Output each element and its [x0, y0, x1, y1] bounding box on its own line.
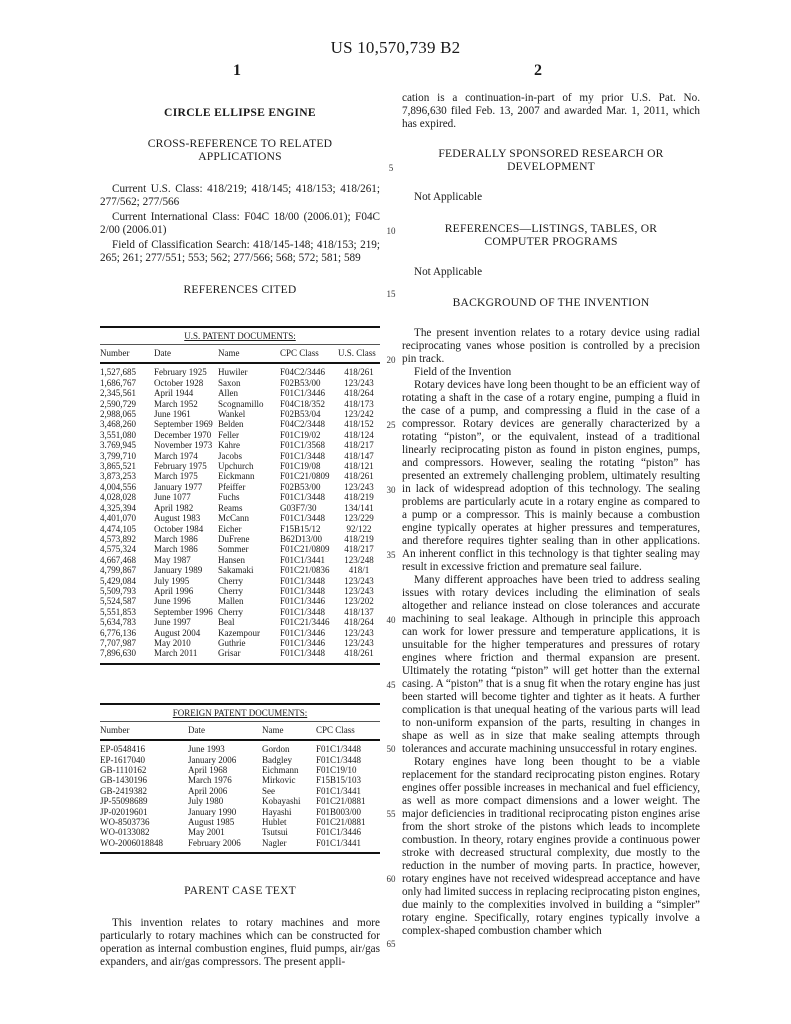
table-cell: 92/122	[346, 523, 372, 534]
table-row	[100, 786, 380, 796]
table-cell: 123/242	[344, 409, 374, 420]
table-rule	[100, 663, 380, 665]
table-row	[100, 399, 380, 409]
table-cell: September 1996	[154, 606, 213, 617]
table-row	[100, 388, 380, 398]
table-cell: Cherry	[218, 585, 243, 596]
table-cell: 418/264	[344, 617, 374, 628]
table-cell: 123/243	[344, 575, 374, 586]
table-cell: 123/248	[344, 554, 374, 565]
table-row	[100, 740, 380, 754]
table-cell: F01C1/3446	[280, 596, 326, 607]
table-cell: 418/219	[344, 492, 374, 503]
table-cell: August 1985	[188, 817, 235, 828]
table-cell: F01C1/3448	[280, 513, 326, 524]
table-cell: Mirkovic	[262, 775, 296, 786]
table-cell: Saxon	[218, 377, 241, 388]
table-cell: Cherry	[218, 575, 243, 586]
table-row	[100, 617, 380, 627]
table-cell: Kobayashi	[262, 796, 301, 807]
table-row	[100, 492, 380, 502]
table-cell: 3,865,521	[100, 461, 136, 472]
table-cell: 5,429,084	[100, 575, 136, 586]
table-cell: March 1986	[154, 544, 198, 555]
table-row	[100, 638, 380, 648]
background-paragraph: Rotary engines have long been thought to be a viable replacement for the standard reciprocating piston engines. Rotary engines offer possible increases in mechanical and fuel efficiency, as well as more compact dimensions and a lower weight. The major deficiencies in traditional reciprocating piston engines arise from the short stroke of the pistons which leads to incomplete combustion. In theory, rotary engines provide a continuous power stroke with decreased structural complexity, due mostly to the reduction in the number of moving parts. In practice, however, rotary engines have not received widespread acceptance and have only had limited success in replacing reciprocating piston engines, due mainly to the complexities involved in building a “simpler” rotary engine. Specifically, rotary engines typically involve a complex-shaped combustion chamber which	[402, 756, 700, 937]
table-cell: October 1928	[154, 377, 204, 388]
table-cell: EP-0548416	[100, 744, 145, 755]
federal-research-heading: FEDERALLY SPONSORED RESEARCH OR DEVELOPMENT	[438, 147, 664, 173]
table-cell: Fuchs	[218, 492, 240, 503]
table-cell: June 1993	[188, 744, 225, 755]
table-cell: Sakamaki	[218, 565, 254, 576]
table-cell: 418/264	[344, 388, 374, 399]
table-rule	[100, 852, 380, 854]
table-cell: F01C1/3568	[280, 440, 326, 451]
table-cell: Jacobs	[218, 450, 242, 461]
cross-reference-heading: CROSS-REFERENCE TO RELATED APPLICATIONS	[147, 137, 333, 163]
table-cell: F01C1/3446	[316, 827, 362, 838]
table-cell: 4,004,556	[100, 481, 136, 492]
table-cell: Guthrie	[218, 637, 246, 648]
table-cell: 4,401,070	[100, 513, 136, 524]
table-row	[100, 555, 380, 565]
table-cell: 123/202	[344, 596, 374, 607]
column-header: Name	[262, 724, 284, 735]
table-cell: 418/219	[344, 533, 374, 544]
field-of-search: Field of Classification Search: 418/145-148; 418/153; 219; 265; 261; 277/551; 553; 562; 277/566; 568; 572; 581; 589	[100, 239, 380, 264]
line-number: 35	[386, 550, 396, 560]
table-cell: Hublet	[262, 817, 287, 828]
table-cell: 2,988,065	[100, 409, 136, 420]
table-cell: 7,896,630	[100, 648, 136, 659]
table-cell: June 1077	[154, 492, 191, 503]
foreign-patent-table	[100, 703, 380, 854]
us-patent-caption: U.S. PATENT DOCUMENTS:	[184, 331, 296, 341]
table-cell: January 1990	[188, 806, 237, 817]
table-row	[100, 482, 380, 492]
table-cell: Belden	[218, 419, 244, 430]
table-cell: March 1974	[154, 450, 198, 461]
table-row	[100, 461, 380, 471]
table-cell: F01C1/3448	[280, 450, 326, 461]
column-header: CPC Class	[316, 724, 355, 735]
column-header: U.S. Class	[338, 348, 376, 358]
table-cell: November 1973	[154, 440, 213, 451]
table-cell: March 1976	[188, 775, 232, 786]
table-cell: March 1975	[154, 471, 198, 482]
table-row	[100, 596, 380, 606]
table-cell: F04C18/352	[280, 398, 326, 409]
table-row	[100, 440, 380, 450]
table-cell: 5,634,783	[100, 617, 136, 628]
table-cell: 418/261	[344, 648, 374, 659]
table-cell: June 1961	[154, 409, 191, 420]
table-cell: F02B53/00	[280, 481, 321, 492]
table-cell: 123/243	[344, 637, 374, 648]
table-cell: F01C1/3448	[280, 575, 326, 586]
table-cell: 3,873,253	[100, 471, 136, 482]
table-cell: F15B15/103	[316, 775, 362, 786]
table-cell: March 2011	[154, 648, 198, 659]
table-cell: 123/243	[344, 627, 374, 638]
table-cell: F01C1/3448	[316, 754, 362, 765]
table-cell: 418/124	[344, 429, 374, 440]
table-cell: F01C19/08	[280, 461, 321, 472]
table-cell: WO-2006018848	[100, 837, 163, 848]
line-number: 20	[386, 355, 396, 365]
us-patent-table	[100, 326, 380, 665]
patent-number: US 10,570,739 B2	[330, 38, 461, 57]
table-row	[100, 576, 380, 586]
table-cell: Reams	[218, 502, 243, 513]
background-paragraph: Rotary devices have long been thought to be an efficient way of rotating a shaft in the case of a rotary engine, pumping a fluid in the case of a pump, and compressing a fluid in the case of a compressor. Rotary devices are generally characterized by a rotating “piston”, or the equivalent, instead of a traditional linearly reciprocating piston as found in piston engines, pumps, and compressors. However, sealing the rotating “piston” has presented an extremely challenging problem, ultimately resulting in lack of widespread adoption of this technology. The sealing problems are particularly acute in a rotary engine as compared to a pump or a compressor. This is mainly because a combustion engine typically operates at higher pressures and temperatures, and therefore requires tighter sealing than in other applications. An inherent conflict in this technology is that tighter sealing may result in excessive friction and premature seal failure.	[402, 379, 700, 573]
table-row	[100, 648, 380, 658]
column-header: CPC Class	[280, 348, 319, 358]
table-cell: April 1968	[188, 765, 228, 775]
table-cell: JP-02019601	[100, 806, 148, 817]
table-cell: 418/152	[344, 419, 374, 430]
table-cell: 4,028,028	[100, 492, 136, 503]
table-cell: WO-8503736	[100, 817, 150, 828]
line-number: 5	[388, 163, 394, 173]
table-cell: April 1996	[154, 585, 194, 596]
table-cell: Upchurch	[218, 461, 254, 472]
table-cell: Tsutsui	[262, 827, 288, 838]
column-header: Name	[218, 348, 240, 358]
table-cell: June 1996	[154, 596, 191, 607]
table-row	[100, 607, 380, 617]
table-cell: 4,325,394	[100, 502, 136, 513]
table-cell: EP-1617040	[100, 754, 145, 765]
line-number: 40	[386, 615, 396, 625]
table-cell: Allen	[218, 388, 238, 399]
table-cell: July 1995	[154, 575, 190, 586]
table-row	[100, 775, 380, 785]
table-cell: 418/217	[344, 544, 374, 555]
table-cell: 123/243	[344, 585, 374, 596]
table-cell: F01C1/3448	[280, 492, 326, 503]
table-cell: Cherry	[218, 606, 243, 617]
table-cell: Feller	[218, 429, 239, 440]
table-cell: August 1983	[154, 513, 201, 524]
table-cell: May 2010	[154, 637, 191, 648]
line-number: 45	[386, 680, 396, 690]
table-row	[100, 544, 380, 554]
table-cell: March 1952	[154, 398, 198, 409]
table-cell: F01C1/3446	[280, 388, 326, 399]
table-cell: Eickmann	[218, 471, 255, 482]
table-cell: Badgley	[262, 754, 292, 765]
table-cell: Eichmann	[262, 765, 299, 775]
line-number: 65	[386, 939, 396, 949]
table-cell: 1,686,767	[100, 377, 136, 388]
table-cell: 2,345,561	[100, 388, 136, 399]
continuation-text: cation is a continuation-in-part of my prior U.S. Pat. No. 7,896,630 filed Feb. 13, 2007 and awarded Mar. 1, 2011, which has expired.	[402, 92, 700, 130]
table-cell: 418/1	[348, 565, 370, 576]
table-row	[100, 430, 380, 440]
table-cell: F02B53/04	[280, 409, 321, 420]
table-cell: February 2006	[188, 837, 241, 848]
table-cell: February 1925	[154, 367, 207, 378]
table-cell: DuFrene	[218, 533, 250, 544]
table-row	[100, 565, 380, 575]
table-row	[100, 796, 380, 806]
table-cell: F01C21/0881	[316, 817, 366, 828]
table-row	[100, 755, 380, 765]
table-row	[100, 363, 380, 377]
table-cell: April 1982	[154, 502, 194, 513]
table-cell: Huwiler	[218, 367, 248, 378]
line-number: 25	[386, 420, 396, 430]
field-subheading: Field of the Invention	[414, 366, 512, 378]
references-cited-heading: REFERENCES CITED	[183, 283, 297, 296]
federal-research-text: Not Applicable	[414, 191, 483, 203]
column-header: Number	[100, 724, 130, 735]
table-cell: F01C21/0809	[280, 544, 330, 555]
table-cell: F01C1/3448	[316, 744, 362, 755]
table-cell: May 1987	[154, 554, 191, 565]
table-cell: 123/243	[344, 481, 374, 492]
table-cell: 5,524,587	[100, 596, 136, 607]
table-row	[100, 471, 380, 481]
table-cell: JP-55098689	[100, 796, 148, 807]
table-row	[100, 838, 380, 848]
line-number: 30	[386, 485, 396, 495]
table-cell: Grisar	[218, 648, 241, 659]
table-cell: April 1944	[154, 388, 194, 399]
background-paragraph: The present invention relates to a rotary device using radial reciprocating vanes whose position is controlled by a precision pin track.	[402, 327, 700, 365]
table-cell: See	[262, 785, 275, 796]
table-cell: GB-1110162	[100, 765, 147, 775]
table-cell: February 1975	[154, 461, 207, 472]
table-cell: F02B53/00	[280, 377, 321, 388]
left-column	[100, 80, 380, 969]
table-cell: F01C19/02	[280, 429, 321, 440]
table-cell: Scognamillo	[218, 398, 264, 409]
table-cell: Mallen	[218, 596, 244, 607]
table-cell: 4,575,324	[100, 544, 136, 555]
table-cell: Hayashi	[262, 806, 292, 817]
table-cell: F01C1/3446	[280, 627, 326, 638]
table-cell: Eicher	[218, 523, 242, 534]
table-row	[100, 409, 380, 419]
table-cell: GB-1430196	[100, 775, 147, 786]
table-cell: F01C21/0836	[280, 565, 330, 576]
current-us-class: Current U.S. Class: 418/219; 418/145; 418/153; 418/261; 277/562; 277/566	[100, 183, 380, 208]
table-cell: October 1984	[154, 523, 204, 534]
current-intl-class: Current International Class: F04C 18/00 (2006.01); F04C 2/00 (2006.01)	[100, 211, 380, 236]
table-cell: F01C1/3448	[280, 606, 326, 617]
table-cell: G03F7/30	[280, 502, 317, 513]
column-number-right: 2	[534, 62, 542, 79]
table-cell: GB-2419382	[100, 785, 147, 796]
table-row	[100, 513, 380, 523]
table-cell: Kazempour	[218, 627, 260, 638]
table-cell: 6,776,136	[100, 627, 136, 638]
line-number: 60	[386, 874, 396, 884]
table-cell: 4,799,867	[100, 565, 136, 576]
table-cell: Gordon	[262, 744, 290, 755]
table-row	[100, 534, 380, 544]
table-row	[100, 524, 380, 534]
table-cell: F15B15/12	[280, 523, 321, 534]
table-cell: Sommer	[218, 544, 249, 555]
table-row	[100, 451, 380, 461]
table-cell: 123/243	[344, 377, 374, 388]
table-cell: August 2004	[154, 627, 201, 638]
line-number: 10	[386, 226, 396, 236]
table-cell: Nagler	[262, 837, 287, 848]
table-cell: January 1989	[154, 565, 203, 576]
listings-text: Not Applicable	[414, 266, 483, 278]
table-cell: 418/261	[344, 367, 374, 378]
table-cell: 2,590,729	[100, 398, 136, 409]
table-cell: Pfeiffer	[218, 481, 246, 492]
table-cell: F01C21/0881	[316, 796, 366, 807]
table-cell: 134/141	[344, 502, 374, 513]
table-cell: 4,667,468	[100, 554, 136, 565]
document-title: CIRCLE ELLIPSE ENGINE	[164, 106, 316, 119]
table-row	[100, 765, 380, 775]
table-cell: September 1969	[154, 419, 213, 430]
table-cell: 418/217	[344, 440, 374, 451]
column-number-left: 1	[233, 62, 241, 79]
table-row	[100, 378, 380, 388]
right-column	[402, 80, 700, 938]
table-cell: July 1980	[188, 796, 224, 807]
table-cell: Wankel	[218, 409, 246, 420]
table-cell: B62D13/00	[280, 533, 323, 544]
table-cell: F04C2/3448	[280, 419, 326, 430]
column-header: Number	[100, 348, 130, 358]
table-cell: 3,551,080	[100, 429, 136, 440]
table-row	[100, 628, 380, 638]
table-cell: F01C1/3441	[316, 837, 362, 848]
table-cell: March 1986	[154, 533, 198, 544]
table-cell: F01C19/10	[316, 765, 357, 775]
table-cell: 1,527,685	[100, 367, 136, 378]
line-number: 50	[386, 744, 396, 754]
table-cell: January 1977	[154, 481, 203, 492]
table-cell: April 2006	[188, 785, 228, 796]
table-row	[100, 807, 380, 817]
table-cell: May 2001	[188, 827, 225, 838]
parent-case-text: This invention relates to rotary machines and more particularly to rotary machines which can be constructed for operation as internal combustion engines, fluid pumps, air/gas expanders, and air/gas compressors. The present appli-	[100, 917, 380, 969]
background-heading: BACKGROUND OF THE INVENTION	[452, 296, 650, 309]
listings-heading: REFERENCES—LISTINGS, TABLES, OR COMPUTER PROGRAMS	[444, 222, 658, 248]
table-row	[100, 503, 380, 513]
line-number: 15	[386, 289, 396, 299]
table-cell: December 1970	[154, 429, 212, 440]
foreign-patent-caption: FOREIGN PATENT DOCUMENTS:	[172, 707, 308, 718]
table-cell: 418/121	[344, 461, 374, 472]
table-cell: 4,474,105	[100, 523, 136, 534]
table-cell: Beal	[218, 617, 235, 628]
column-header: Date	[154, 348, 171, 358]
table-row	[100, 586, 380, 596]
table-cell: 4,573,892	[100, 533, 136, 544]
table-cell: F01C1/3448	[280, 585, 326, 596]
parent-case-heading: PARENT CASE TEXT	[184, 884, 296, 898]
column-header: Date	[188, 724, 205, 735]
table-cell: 7,707,987	[100, 637, 136, 648]
table-cell: 418/147	[344, 450, 374, 461]
table-row	[100, 817, 380, 827]
table-cell: McCann	[218, 513, 249, 524]
table-cell: F01B003/00	[316, 806, 362, 817]
table-cell: 418/261	[344, 471, 374, 482]
table-cell: Hansen	[218, 554, 245, 565]
table-cell: F01C21/0809	[280, 471, 330, 482]
table-cell: WO-0133082	[100, 827, 150, 838]
background-paragraph: Many different approaches have been tried to address sealing issues with rotary devices including the elimination of seals altogether and reliance instead on close tolerances and accurate machining to seal leakage. Although in principle this approach can work for lower pressure and temperature applications, it is unsuitable for the higher temperatures and pressures of rotary engines where friction and thermal expansion are present. Ultimately the rotating “piston” will get hotter than the external casing. A “piston” that is a snug fit when the rotary engine has just been started will become tighter and tighter as it heats. A further complication is that unequal heating of the various parts will lead to non-uniform expansion of the parts, resulting in changes in shape as well as in size that make sealing attempts through tolerances and accurate machining unsuccessful in rotary engines.	[402, 574, 700, 755]
table-cell: 3,468,260	[100, 419, 136, 430]
table-cell: F01C1/3441	[316, 785, 362, 796]
table-cell: Kahre	[218, 440, 240, 451]
table-row	[100, 827, 380, 837]
table-cell: F01C1/3448	[280, 648, 326, 659]
table-cell: 123/229	[344, 513, 374, 524]
table-cell: 3,799,710	[100, 450, 136, 461]
table-cell: 5,509,793	[100, 585, 136, 596]
table-cell: 3.769,945	[100, 440, 136, 451]
table-cell: 418/137	[344, 606, 374, 617]
table-cell: F01C1/3441	[280, 554, 326, 565]
table-cell: January 2006	[188, 754, 237, 765]
table-cell: June 1997	[154, 617, 191, 628]
table-cell: 418/173	[344, 398, 374, 409]
table-row	[100, 419, 380, 429]
table-cell: 5,551,853	[100, 606, 136, 617]
table-cell: F01C21/3446	[280, 617, 330, 628]
table-cell: F04C2/3446	[280, 367, 326, 378]
line-number: 55	[386, 809, 396, 819]
table-cell: F01C1/3446	[280, 637, 326, 648]
